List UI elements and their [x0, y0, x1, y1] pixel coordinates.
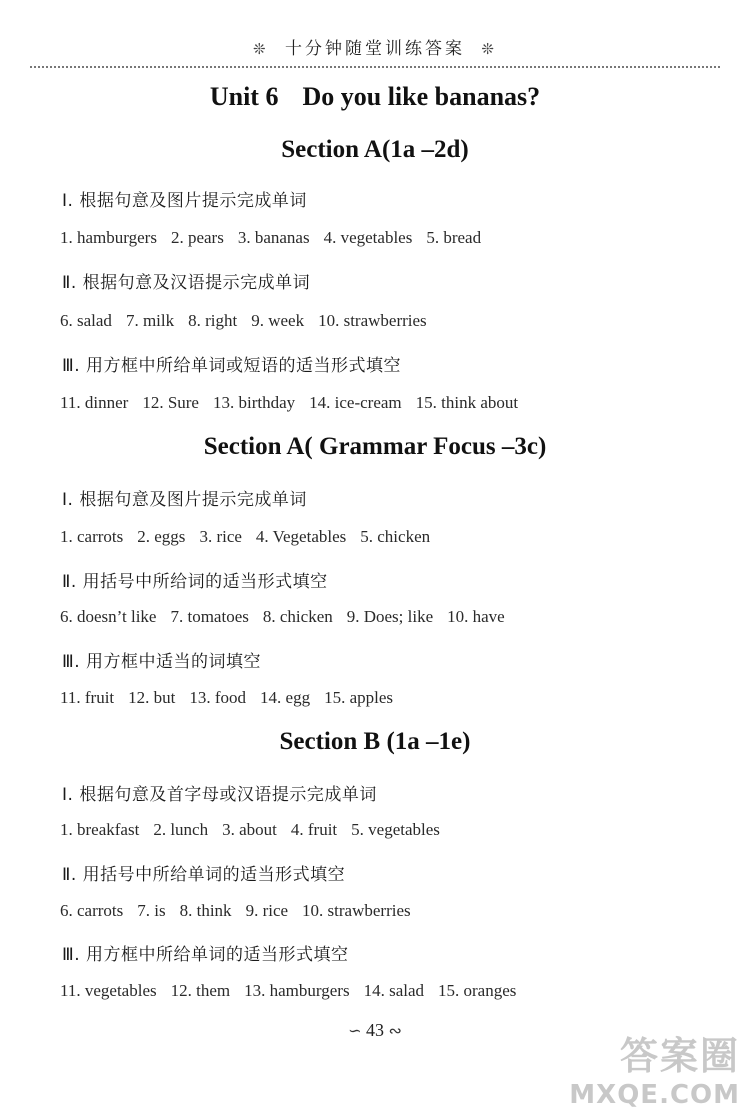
answer-item: 11. vegetables [60, 981, 157, 1000]
page-ornament-left: ∽ [348, 1023, 362, 1040]
answer-item: 15. think about [415, 393, 519, 412]
answer-item: 1. carrots [60, 527, 124, 546]
part-heading: Ⅲ. 用方框中所给单词或短语的适当形式填空 [62, 356, 402, 376]
part-heading: Ⅲ. 用方框中所给单词的适当形式填空 [62, 945, 349, 965]
page-number-value: 43 [366, 1020, 384, 1040]
answer-item: 12. but [128, 688, 176, 707]
answer-item: 2. pears [170, 228, 224, 247]
answer-item: 7. is [137, 901, 166, 920]
answer-item: 8. think [179, 901, 232, 920]
answer-item: 14. salad [363, 981, 425, 1000]
header-divider [30, 66, 720, 68]
answer-item: 5. vegetables [351, 820, 440, 839]
answer-item: 3. rice [199, 527, 242, 546]
section-title: Section A( Grammar Focus –3c) [203, 433, 547, 460]
part-heading: Ⅱ. 用括号中所给词的适当形式填空 [62, 572, 328, 592]
answer-item: 9. Does; like [346, 607, 434, 626]
answer-item: 12. them [170, 981, 231, 1000]
answer-line [60, 393, 532, 413]
header-ornament-right: ❊ [481, 40, 497, 58]
answer-line [60, 607, 519, 627]
watermark-logo [569, 1025, 740, 1110]
answer-item: 9. week [251, 311, 305, 330]
answer-item: 6. doesn’t like [60, 607, 157, 626]
part-heading: Ⅲ. 用方框中适当的词填空 [62, 652, 262, 672]
answer-item: 13. hamburgers [244, 981, 350, 1000]
answer-item: 5. chicken [360, 527, 431, 546]
answer-item: 14. egg [260, 688, 311, 707]
answer-item: 6. salad [60, 311, 112, 330]
answer-item: 1. hamburgers [60, 228, 157, 247]
answer-item: 8. chicken [262, 607, 333, 626]
answer-line [60, 311, 441, 331]
answer-item: 13. birthday [212, 393, 296, 412]
answer-item: 11. fruit [60, 688, 115, 707]
running-header [0, 34, 750, 59]
part-heading: Ⅱ. 用括号中所给单词的适当形式填空 [62, 865, 346, 885]
answer-line [60, 901, 425, 921]
answer-item: 10. strawberries [302, 901, 411, 920]
unit-label: Unit 6 [209, 82, 279, 111]
answer-line [60, 981, 530, 1001]
answer-item: 13. food [189, 688, 247, 707]
answer-item: 10. strawberries [318, 311, 427, 330]
answer-item: 1. breakfast [60, 820, 140, 839]
answer-item: 2. eggs [137, 527, 186, 546]
answer-item: 5. bread [426, 228, 482, 247]
answer-item: 8. right [188, 311, 238, 330]
watermark-line1: 答案圈 [619, 1034, 740, 1078]
answer-item: 2. lunch [153, 820, 209, 839]
answer-line [60, 228, 495, 248]
part-heading: Ⅰ. 根据句意及图片提示完成单词 [62, 490, 307, 510]
answer-item: 3. bananas [237, 228, 310, 247]
answer-item: 9. rice [245, 901, 289, 920]
unit-question: Do you like bananas? [302, 82, 541, 111]
section-title: Section A(1a –2d) [281, 136, 469, 163]
watermark-line2: MXQE.COM [569, 1080, 740, 1110]
answer-item: 10. have [447, 607, 505, 626]
answer-line [60, 527, 444, 547]
answer-item: 14. ice-cream [309, 393, 402, 412]
part-heading: Ⅱ. 根据句意及汉语提示完成单词 [62, 273, 311, 293]
header-text: 十分钟随堂训练答案 [285, 39, 465, 59]
answer-item: 4. vegetables [323, 228, 413, 247]
answer-item: 3. about [222, 820, 277, 839]
answer-item: 7. milk [125, 311, 175, 330]
part-heading: Ⅰ. 根据句意及首字母或汉语提示完成单词 [62, 785, 377, 805]
section-title: Section B (1a –1e) [279, 728, 471, 755]
answer-line [60, 820, 454, 840]
answer-item: 15. oranges [438, 981, 517, 1000]
answer-item: 6. carrots [60, 901, 124, 920]
answer-line [60, 688, 407, 708]
page-ornament-right: ∾ [388, 1023, 402, 1040]
answer-item: 15. apples [324, 688, 394, 707]
answer-item: 11. dinner [60, 393, 129, 412]
answer-item: 7. tomatoes [170, 607, 249, 626]
part-heading: Ⅰ. 根据句意及图片提示完成单词 [62, 191, 307, 211]
unit-title [0, 82, 750, 112]
answer-item: 4. fruit [290, 820, 338, 839]
header-ornament-left: ❊ [253, 40, 269, 58]
answer-item: 12. Sure [142, 393, 199, 412]
answer-item: 4. Vegetables [255, 527, 347, 546]
